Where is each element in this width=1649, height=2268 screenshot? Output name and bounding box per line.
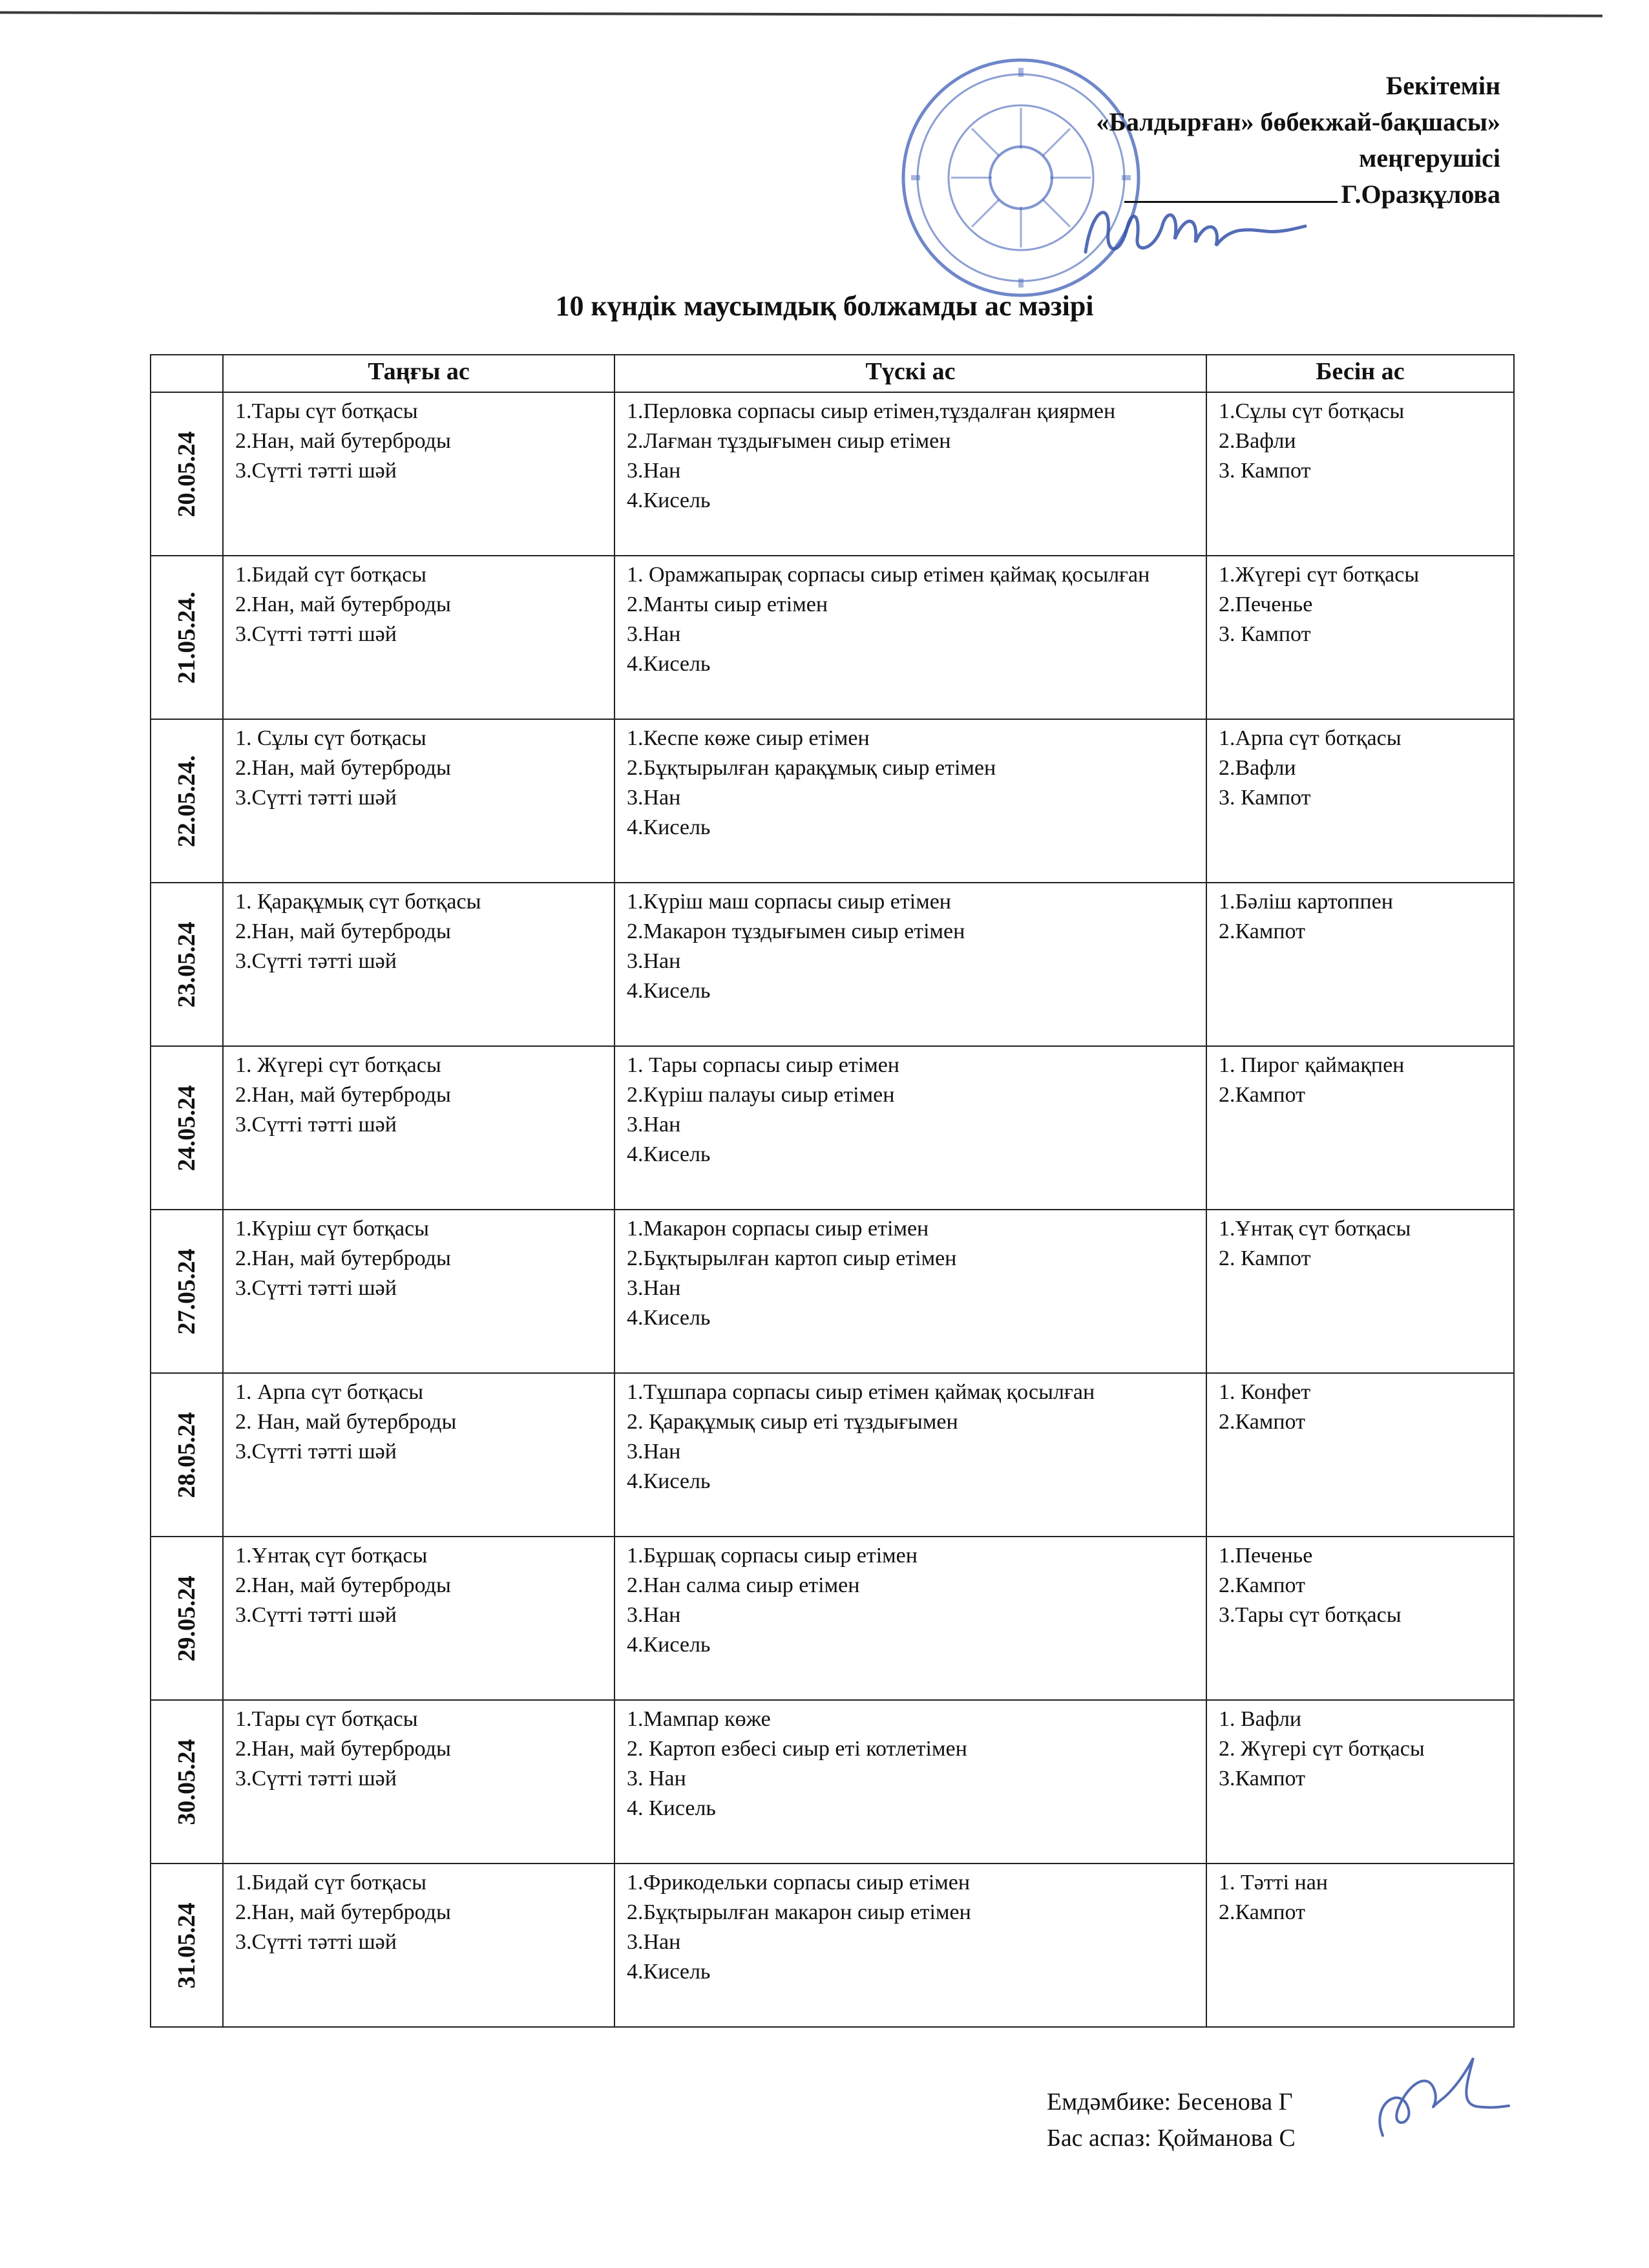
approval-line-2: «Балдырған» бөбекжай-бақшасы» <box>1096 107 1500 136</box>
lunch-item: 2.Бұқтырылған қарақұмық сиыр етімен <box>627 756 996 780</box>
breakfast-item: 3.Сүтті тәтті шәй <box>235 459 397 483</box>
date-column-header <box>151 355 223 392</box>
breakfast-item: 1.Тары сүт ботқасы <box>235 399 418 423</box>
table-row <box>151 1210 1514 1373</box>
date-label: 30.05.24 <box>173 1739 200 1825</box>
snack-item: 1.Ұнтақ сүт ботқасы <box>1219 1217 1411 1241</box>
lunch-item: 3.Нан <box>627 786 681 810</box>
breakfast-item: 3.Сүтті тәтті шәй <box>235 786 397 810</box>
snack-item: 1. Пирог қаймақпен <box>1219 1053 1405 1077</box>
breakfast-item: 1.Бидай сүт ботқасы <box>235 563 427 587</box>
breakfast-cell <box>223 1046 614 1210</box>
lunch-item: 4.Кисель <box>627 652 711 676</box>
table-header-row <box>151 355 1514 392</box>
breakfast-item: 2.Нан, май бутерброды <box>235 919 451 943</box>
lunch-item: 4.Кисель <box>627 1960 711 1984</box>
snack-item: 2.Кампот <box>1219 1900 1305 1924</box>
lunch-item: 3.Нан <box>627 1276 681 1300</box>
lunch-item: 2.Лағман тұздығымен сиыр етімен <box>627 429 951 453</box>
lunch-item: 2.Бұқтырылған макарон сиыр етімен <box>627 1900 971 1924</box>
snack-cell <box>1206 1046 1514 1210</box>
date-label: 23.05.24 <box>173 921 200 1007</box>
footer-signature <box>1363 2045 1512 2148</box>
snack-item: 2.Вафли <box>1219 429 1296 453</box>
breakfast-column-header: Таңғы ас <box>223 355 614 392</box>
chef-line: Бас аспаз: Қойманова С <box>1047 2125 1296 2152</box>
lunch-cell <box>614 1700 1206 1864</box>
table-row <box>151 1864 1514 2027</box>
date-label: 20.05.24 <box>173 431 200 517</box>
date-cell <box>151 1373 223 1537</box>
top-rule <box>0 11 1602 17</box>
breakfast-item: 1.Тары сүт ботқасы <box>235 1707 418 1731</box>
breakfast-cell <box>223 392 614 556</box>
lunch-item: 2.Макарон тұздығымен сиыр етімен <box>627 919 965 943</box>
snack-item: 3. Кампот <box>1219 459 1311 483</box>
snack-item: 1. Тәтті нан <box>1219 1871 1329 1895</box>
date-cell <box>151 1700 223 1864</box>
breakfast-item: 2.Нан, май бутерброды <box>235 593 451 616</box>
lunch-item: 2. Картоп езбесі сиыр еті котлетімен <box>627 1737 967 1761</box>
lunch-column-header: Түскі ас <box>614 355 1206 392</box>
table-row <box>151 719 1514 883</box>
snack-item: 1.Печенье <box>1219 1544 1313 1568</box>
lunch-item: 4.Кисель <box>627 488 711 512</box>
breakfast-item: 1.Ұнтақ сүт ботқасы <box>235 1544 428 1568</box>
date-cell <box>151 719 223 883</box>
snack-item: 3. Кампот <box>1219 786 1311 810</box>
breakfast-cell <box>223 556 614 719</box>
breakfast-item: 3.Сүтті тәтті шәй <box>235 1276 397 1300</box>
breakfast-item: 3.Сүтті тәтті шәй <box>235 1440 397 1464</box>
breakfast-item: 3.Сүтті тәтті шәй <box>235 1930 397 1954</box>
lunch-item: 2.Нан салма сиыр етімен <box>627 1573 860 1597</box>
lunch-item: 3.Нан <box>627 1930 681 1954</box>
snack-cell <box>1206 1700 1514 1864</box>
lunch-item: 1. Тары сорпасы сиыр етімен <box>627 1053 899 1077</box>
lunch-item: 3.Нан <box>627 949 681 973</box>
breakfast-cell <box>223 883 614 1046</box>
breakfast-cell <box>223 1537 614 1700</box>
lunch-cell <box>614 719 1206 883</box>
menu-table-body <box>151 392 1514 2027</box>
snack-cell <box>1206 719 1514 883</box>
lunch-item: 3.Нан <box>627 622 681 646</box>
snack-item: 2.Кампот <box>1219 919 1305 943</box>
lunch-item: 3.Нан <box>627 459 681 483</box>
breakfast-item: 3.Сүтті тәтті шәй <box>235 1767 397 1790</box>
approval-line-3: меңгерушісі <box>1359 143 1500 173</box>
lunch-item: 1.Бұршақ сорпасы сиыр етімен <box>627 1544 918 1568</box>
lunch-item: 2.Манты сиыр етімен <box>627 593 828 616</box>
date-label: 28.05.24 <box>173 1412 200 1498</box>
date-label: 24.05.24 <box>173 1085 200 1171</box>
lunch-item: 1.Кеспе көже сиыр етімен <box>627 726 870 750</box>
table-row <box>151 1373 1514 1537</box>
table-row <box>151 392 1514 556</box>
lunch-item: 4. Кисель <box>627 1796 716 1820</box>
lunch-item: 3.Нан <box>627 1113 681 1137</box>
lunch-cell <box>614 1210 1206 1373</box>
dietitian-line: Емдәмбике: Бесенова Г <box>1047 2088 1293 2116</box>
table-row <box>151 1537 1514 1700</box>
lunch-cell <box>614 1046 1206 1210</box>
breakfast-item: 1.Күріш сүт ботқасы <box>235 1217 430 1241</box>
date-cell <box>151 1046 223 1210</box>
approval-line-1: Бекітемін <box>1385 71 1500 100</box>
lunch-item: 4.Кисель <box>627 1306 711 1330</box>
snack-item: 1. Конфет <box>1219 1380 1311 1404</box>
breakfast-cell <box>223 1373 614 1537</box>
document-title: 10 күндік маусымдық болжамды ас мәзірі <box>555 290 1094 322</box>
date-cell <box>151 392 223 556</box>
breakfast-cell <box>223 1864 614 2027</box>
table-row <box>151 1046 1514 1210</box>
approval-signature-line <box>1096 176 1500 213</box>
snack-item: 2.Кампот <box>1219 1410 1305 1434</box>
date-label: 31.05.24 <box>173 1902 200 1988</box>
snack-item: 1.Жүгері сүт ботқасы <box>1219 563 1420 587</box>
lunch-cell <box>614 883 1206 1046</box>
lunch-cell <box>614 556 1206 719</box>
snack-item: 2.Вафли <box>1219 756 1296 780</box>
snack-item: 1. Вафли <box>1219 1707 1302 1731</box>
date-cell <box>151 556 223 719</box>
breakfast-cell <box>223 1700 614 1864</box>
snack-cell <box>1206 1864 1514 2027</box>
date-cell <box>151 1864 223 2027</box>
breakfast-item: 2.Нан, май бутерброды <box>235 1246 451 1270</box>
lunch-item: 2.Күріш палауы сиыр етімен <box>627 1083 895 1107</box>
lunch-item: 4.Кисель <box>627 979 711 1003</box>
breakfast-item: 3.Сүтті тәтті шәй <box>235 1113 397 1137</box>
lunch-cell <box>614 392 1206 556</box>
menu-table <box>150 354 1515 2028</box>
date-label: 29.05.24 <box>173 1575 200 1661</box>
lunch-cell <box>614 1537 1206 1700</box>
snack-item: 1.Бәліш картоппен <box>1219 890 1393 914</box>
breakfast-item: 2.Нан, май бутерброды <box>235 1083 451 1107</box>
breakfast-item: 2.Нан, май бутерброды <box>235 429 451 453</box>
lunch-item: 3.Нан <box>627 1603 681 1627</box>
snack-item: 2.Печенье <box>1219 593 1313 616</box>
table-row <box>151 1700 1514 1864</box>
snack-cell <box>1206 1210 1514 1373</box>
date-label: 21.05.24. <box>173 591 200 684</box>
lunch-cell <box>614 1373 1206 1537</box>
snack-item: 2. Кампот <box>1219 1246 1311 1270</box>
breakfast-item: 2.Нан, май бутерброды <box>235 1573 451 1597</box>
approver-name: Г.Оразқұлова <box>1341 180 1500 209</box>
date-cell <box>151 1210 223 1373</box>
footer-signatures <box>1047 2084 1296 2156</box>
date-cell <box>151 883 223 1046</box>
lunch-item: 1.Макарон сорпасы сиыр етімен <box>627 1217 929 1241</box>
date-label: 27.05.24 <box>173 1248 200 1334</box>
lunch-item: 1.Тұшпара сорпасы сиыр етімен қаймақ қосылған <box>627 1380 1095 1404</box>
breakfast-item: 1.Бидай сүт ботқасы <box>235 1871 427 1895</box>
lunch-item: 1.Фрикодельки сорпасы сиыр етімен <box>627 1871 971 1895</box>
snack-item: 3.Кампот <box>1219 1767 1305 1790</box>
lunch-item: 1.Күріш маш сорпасы сиыр етімен <box>627 890 951 914</box>
snack-item: 1.Арпа сүт ботқасы <box>1219 726 1402 750</box>
breakfast-item: 1. Жүгері сүт ботқасы <box>235 1053 441 1077</box>
snack-item: 1.Сұлы сүт ботқасы <box>1219 399 1405 423</box>
breakfast-item: 1. Сұлы сүт ботқасы <box>235 726 426 750</box>
lunch-item: 4.Кисель <box>627 815 711 839</box>
snack-cell <box>1206 1537 1514 1700</box>
breakfast-item: 2.Нан, май бутерброды <box>235 1737 451 1761</box>
snack-item: 3. Кампот <box>1219 622 1311 646</box>
breakfast-cell <box>223 719 614 883</box>
table-row <box>151 883 1514 1046</box>
signature-underline <box>1124 178 1338 203</box>
breakfast-item: 2. Нан, май бутерброды <box>235 1410 457 1434</box>
snack-column-header: Бесін ас <box>1206 355 1514 392</box>
lunch-item: 1.Мампар көже <box>627 1707 771 1731</box>
snack-item: 3.Тары сүт ботқасы <box>1219 1603 1402 1627</box>
breakfast-item: 3.Сүтті тәтті шәй <box>235 1603 397 1627</box>
date-cell <box>151 1537 223 1700</box>
lunch-item: 1. Орамжапырақ сорпасы сиыр етімен қаймақ қосылған <box>627 563 1150 587</box>
snack-cell <box>1206 392 1514 556</box>
snack-cell <box>1206 1373 1514 1537</box>
lunch-item: 3.Нан <box>627 1440 681 1464</box>
approval-block <box>1096 68 1500 213</box>
snack-item: 2.Кампот <box>1219 1573 1305 1597</box>
lunch-cell <box>614 1864 1206 2027</box>
date-label: 22.05.24. <box>173 755 200 847</box>
snack-item: 2.Кампот <box>1219 1083 1305 1107</box>
breakfast-item: 1. Қарақұмық сүт ботқасы <box>235 890 481 914</box>
lunch-item: 3. Нан <box>627 1767 686 1790</box>
lunch-item: 4.Кисель <box>627 1469 711 1493</box>
lunch-item: 4.Кисель <box>627 1633 711 1657</box>
breakfast-item: 3.Сүтті тәтті шәй <box>235 622 397 646</box>
snack-cell <box>1206 883 1514 1046</box>
breakfast-item: 2.Нан, май бутерброды <box>235 1900 451 1924</box>
lunch-item: 2. Қарақұмық сиыр еті тұздығымен <box>627 1410 958 1434</box>
breakfast-item: 2.Нан, май бутерброды <box>235 756 451 780</box>
snack-item: 2. Жүгері сүт ботқасы <box>1219 1737 1425 1761</box>
breakfast-item: 1. Арпа сүт ботқасы <box>235 1380 424 1404</box>
snack-cell <box>1206 556 1514 719</box>
breakfast-cell <box>223 1210 614 1373</box>
lunch-item: 2.Бұқтырылған картоп сиыр етімен <box>627 1246 957 1270</box>
table-row <box>151 556 1514 719</box>
lunch-item: 4.Кисель <box>627 1142 711 1166</box>
lunch-item: 1.Перловка сорпасы сиыр етімен,тұздалған қиярмен <box>627 399 1116 423</box>
breakfast-item: 3.Сүтті тәтті шәй <box>235 949 397 973</box>
